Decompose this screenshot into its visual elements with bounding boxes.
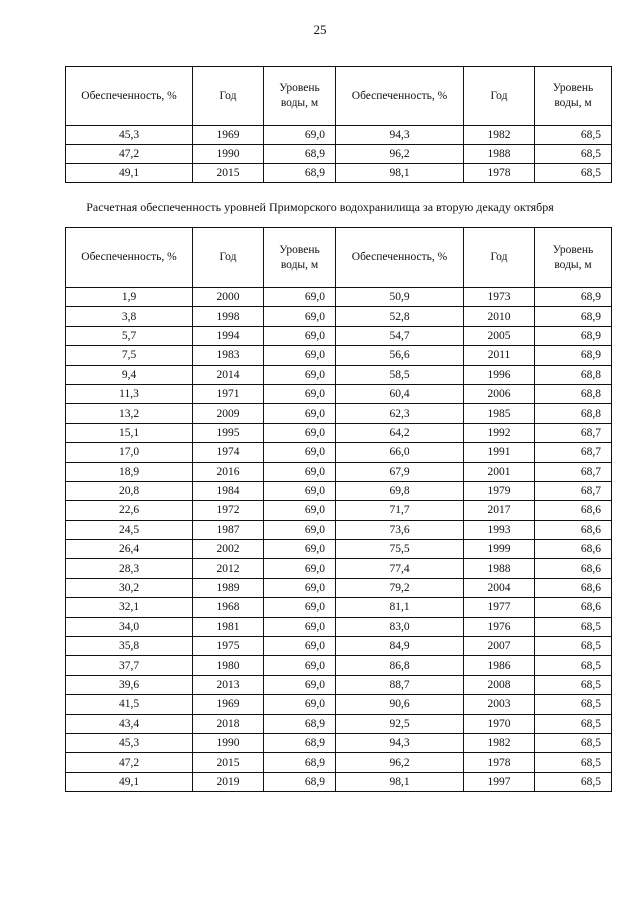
cell-water-level: 69,0 bbox=[264, 540, 336, 559]
cell-water-level: 68,5 bbox=[535, 733, 612, 752]
header-year: Год bbox=[464, 67, 535, 126]
cell-probability: 58,5 bbox=[336, 365, 464, 384]
cell-year: 2006 bbox=[464, 384, 535, 403]
cell-year: 1975 bbox=[193, 637, 264, 656]
cell-probability: 13,2 bbox=[66, 404, 193, 423]
cell-probability: 84,9 bbox=[336, 637, 464, 656]
table-row bbox=[66, 365, 612, 384]
cell-year: 1990 bbox=[193, 733, 264, 752]
cell-probability: 52,8 bbox=[336, 307, 464, 326]
table-row bbox=[66, 733, 612, 752]
cell-water-level: 68,5 bbox=[535, 675, 612, 694]
cell-water-level: 69,0 bbox=[264, 326, 336, 345]
cell-year: 1995 bbox=[193, 423, 264, 442]
table-row bbox=[66, 164, 612, 183]
header-water-level bbox=[264, 67, 336, 126]
table-row bbox=[66, 462, 612, 481]
cell-water-level: 68,5 bbox=[535, 637, 612, 656]
cell-probability: 71,7 bbox=[336, 501, 464, 520]
cell-year: 2011 bbox=[464, 346, 535, 365]
cell-probability: 96,2 bbox=[336, 145, 464, 164]
cell-water-level: 68,7 bbox=[535, 481, 612, 500]
cell-water-level: 68,9 bbox=[264, 753, 336, 772]
table-row bbox=[66, 501, 612, 520]
cell-probability: 20,8 bbox=[66, 481, 193, 500]
cell-probability: 83,0 bbox=[336, 617, 464, 636]
cell-probability: 9,4 bbox=[66, 365, 193, 384]
cell-probability: 11,3 bbox=[66, 384, 193, 403]
cell-year: 1988 bbox=[464, 559, 535, 578]
table-row bbox=[66, 753, 612, 772]
cell-probability: 60,4 bbox=[336, 384, 464, 403]
table-caption: Расчетная обеспеченность уровней Приморского водохранилища за вторую декаду октября bbox=[86, 200, 554, 214]
cell-year: 1997 bbox=[464, 772, 535, 791]
cell-year: 2010 bbox=[464, 307, 535, 326]
table-row bbox=[66, 656, 612, 675]
table-row bbox=[66, 481, 612, 500]
cell-water-level: 69,0 bbox=[264, 617, 336, 636]
cell-year: 2015 bbox=[193, 753, 264, 772]
table-row bbox=[66, 772, 612, 791]
cell-water-level: 69,0 bbox=[264, 404, 336, 423]
cell-probability: 17,0 bbox=[66, 443, 193, 462]
table-body bbox=[66, 288, 612, 792]
cell-probability: 64,2 bbox=[336, 423, 464, 442]
cell-probability: 47,2 bbox=[66, 753, 193, 772]
cell-water-level: 69,0 bbox=[264, 346, 336, 365]
header-level-line2: воды, м bbox=[554, 97, 592, 109]
header-level-line1: Уровень bbox=[279, 82, 320, 94]
table-row bbox=[66, 540, 612, 559]
cell-year: 2015 bbox=[193, 164, 264, 183]
cell-year: 1977 bbox=[464, 598, 535, 617]
probability-table-1 bbox=[65, 66, 612, 183]
cell-year: 2001 bbox=[464, 462, 535, 481]
cell-water-level: 68,9 bbox=[264, 714, 336, 733]
header-year: Год bbox=[193, 67, 264, 126]
cell-year: 2008 bbox=[464, 675, 535, 694]
cell-probability: 56,6 bbox=[336, 346, 464, 365]
cell-water-level: 68,9 bbox=[535, 326, 612, 345]
cell-year: 1998 bbox=[193, 307, 264, 326]
cell-year: 1969 bbox=[193, 126, 264, 145]
cell-probability: 32,1 bbox=[66, 598, 193, 617]
header-year: Год bbox=[193, 228, 264, 288]
cell-probability: 98,1 bbox=[336, 164, 464, 183]
cell-year: 2018 bbox=[193, 714, 264, 733]
cell-year: 1973 bbox=[464, 288, 535, 307]
cell-water-level: 69,0 bbox=[264, 423, 336, 442]
cell-water-level: 68,7 bbox=[535, 443, 612, 462]
cell-water-level: 68,5 bbox=[535, 145, 612, 164]
header-level-line2: воды, м bbox=[280, 258, 319, 271]
cell-probability: 81,1 bbox=[336, 598, 464, 617]
cell-probability: 49,1 bbox=[66, 772, 193, 791]
cell-probability: 98,1 bbox=[336, 772, 464, 791]
cell-probability: 39,6 bbox=[66, 675, 193, 694]
cell-probability: 90,6 bbox=[336, 695, 464, 714]
cell-water-level: 68,6 bbox=[535, 501, 612, 520]
cell-probability: 18,9 bbox=[66, 462, 193, 481]
cell-water-level: 69,0 bbox=[264, 365, 336, 384]
cell-water-level: 69,0 bbox=[264, 384, 336, 403]
cell-year: 1968 bbox=[193, 598, 264, 617]
cell-year: 1974 bbox=[193, 443, 264, 462]
cell-water-level: 69,0 bbox=[264, 695, 336, 714]
table-row bbox=[66, 675, 612, 694]
cell-probability: 66,0 bbox=[336, 443, 464, 462]
table-row bbox=[66, 288, 612, 307]
cell-probability: 50,9 bbox=[336, 288, 464, 307]
cell-water-level: 69,0 bbox=[264, 656, 336, 675]
cell-water-level: 69,0 bbox=[264, 126, 336, 145]
cell-water-level: 68,5 bbox=[535, 126, 612, 145]
cell-water-level: 69,0 bbox=[264, 462, 336, 481]
cell-year: 1986 bbox=[464, 656, 535, 675]
table-row bbox=[66, 520, 612, 539]
cell-year: 1987 bbox=[193, 520, 264, 539]
cell-probability: 75,5 bbox=[336, 540, 464, 559]
cell-water-level: 69,0 bbox=[264, 637, 336, 656]
cell-probability: 7,5 bbox=[66, 346, 193, 365]
cell-year: 1982 bbox=[464, 126, 535, 145]
cell-probability: 92,5 bbox=[336, 714, 464, 733]
cell-year: 1980 bbox=[193, 656, 264, 675]
cell-year: 1988 bbox=[464, 145, 535, 164]
cell-water-level: 68,7 bbox=[535, 423, 612, 442]
cell-year: 2004 bbox=[464, 578, 535, 597]
cell-year: 1983 bbox=[193, 346, 264, 365]
cell-year: 2012 bbox=[193, 559, 264, 578]
cell-probability: 43,4 bbox=[66, 714, 193, 733]
cell-year: 1985 bbox=[464, 404, 535, 423]
cell-year: 1990 bbox=[193, 145, 264, 164]
cell-water-level: 68,6 bbox=[535, 598, 612, 617]
cell-water-level: 68,9 bbox=[264, 733, 336, 752]
table-body bbox=[66, 126, 612, 183]
cell-year: 1978 bbox=[464, 164, 535, 183]
table-row bbox=[66, 346, 612, 365]
cell-year: 1992 bbox=[464, 423, 535, 442]
cell-year: 1996 bbox=[464, 365, 535, 384]
cell-water-level: 69,0 bbox=[264, 598, 336, 617]
cell-water-level: 69,0 bbox=[264, 288, 336, 307]
header-level-line1: Уровень bbox=[552, 82, 594, 94]
cell-year: 1970 bbox=[464, 714, 535, 733]
cell-water-level: 68,9 bbox=[264, 164, 336, 183]
cell-water-level: 69,0 bbox=[264, 501, 336, 520]
cell-year: 2007 bbox=[464, 637, 535, 656]
cell-water-level: 68,9 bbox=[264, 772, 336, 791]
table-row bbox=[66, 307, 612, 326]
cell-water-level: 68,8 bbox=[535, 365, 612, 384]
table-row bbox=[66, 384, 612, 403]
cell-water-level: 69,0 bbox=[264, 481, 336, 500]
table-row bbox=[66, 598, 612, 617]
cell-year: 1976 bbox=[464, 617, 535, 636]
table-row bbox=[66, 714, 612, 733]
cell-probability: 54,7 bbox=[336, 326, 464, 345]
header-level-line1: Уровень bbox=[279, 243, 320, 256]
cell-water-level: 68,9 bbox=[535, 346, 612, 365]
cell-probability: 35,8 bbox=[66, 637, 193, 656]
cell-probability: 37,7 bbox=[66, 656, 193, 675]
cell-probability: 73,6 bbox=[336, 520, 464, 539]
cell-probability: 24,5 bbox=[66, 520, 193, 539]
cell-year: 1979 bbox=[464, 481, 535, 500]
cell-probability: 3,8 bbox=[66, 307, 193, 326]
cell-probability: 5,7 bbox=[66, 326, 193, 345]
cell-year: 2005 bbox=[464, 326, 535, 345]
cell-probability: 41,5 bbox=[66, 695, 193, 714]
cell-water-level: 68,7 bbox=[535, 462, 612, 481]
cell-year: 1994 bbox=[193, 326, 264, 345]
cell-probability: 1,9 bbox=[66, 288, 193, 307]
cell-water-level: 69,0 bbox=[264, 520, 336, 539]
cell-year: 1971 bbox=[193, 384, 264, 403]
cell-probability: 88,7 bbox=[336, 675, 464, 694]
header-level-line1: Уровень bbox=[552, 243, 594, 256]
cell-water-level: 68,5 bbox=[535, 617, 612, 636]
cell-year: 1981 bbox=[193, 617, 264, 636]
cell-year: 2013 bbox=[193, 675, 264, 694]
cell-year: 2014 bbox=[193, 365, 264, 384]
cell-probability: 94,3 bbox=[336, 126, 464, 145]
header-water-level bbox=[535, 228, 612, 288]
cell-probability: 26,4 bbox=[66, 540, 193, 559]
cell-water-level: 68,9 bbox=[264, 145, 336, 164]
cell-year: 1978 bbox=[464, 753, 535, 772]
cell-probability: 49,1 bbox=[66, 164, 193, 183]
cell-water-level: 68,5 bbox=[535, 753, 612, 772]
cell-year: 2000 bbox=[193, 288, 264, 307]
cell-water-level: 68,9 bbox=[535, 307, 612, 326]
cell-year: 2003 bbox=[464, 695, 535, 714]
cell-year: 1982 bbox=[464, 733, 535, 752]
cell-water-level: 68,5 bbox=[535, 714, 612, 733]
table-row bbox=[66, 695, 612, 714]
header-probability: Обеспеченность, % bbox=[336, 228, 464, 288]
cell-water-level: 68,8 bbox=[535, 384, 612, 403]
cell-water-level: 68,5 bbox=[535, 772, 612, 791]
header-probability: Обеспеченность, % bbox=[336, 67, 464, 126]
cell-probability: 47,2 bbox=[66, 145, 193, 164]
table-row bbox=[66, 423, 612, 442]
cell-year: 1999 bbox=[464, 540, 535, 559]
cell-year: 1984 bbox=[193, 481, 264, 500]
table-row bbox=[66, 578, 612, 597]
cell-water-level: 68,6 bbox=[535, 520, 612, 539]
cell-water-level: 68,5 bbox=[535, 656, 612, 675]
cell-probability: 94,3 bbox=[336, 733, 464, 752]
table-row bbox=[66, 637, 612, 656]
header-probability: Обеспеченность, % bbox=[66, 67, 193, 126]
cell-water-level: 68,6 bbox=[535, 540, 612, 559]
cell-water-level: 69,0 bbox=[264, 559, 336, 578]
cell-year: 1989 bbox=[193, 578, 264, 597]
cell-year: 2002 bbox=[193, 540, 264, 559]
cell-probability: 96,2 bbox=[336, 753, 464, 772]
cell-probability: 86,8 bbox=[336, 656, 464, 675]
cell-year: 2019 bbox=[193, 772, 264, 791]
table-row bbox=[66, 443, 612, 462]
table-row bbox=[66, 559, 612, 578]
cell-probability: 30,2 bbox=[66, 578, 193, 597]
cell-probability: 45,3 bbox=[66, 733, 193, 752]
cell-probability: 69,8 bbox=[336, 481, 464, 500]
page-number: 25 bbox=[313, 22, 327, 37]
table-row bbox=[66, 326, 612, 345]
cell-water-level: 68,5 bbox=[535, 695, 612, 714]
cell-probability: 28,3 bbox=[66, 559, 193, 578]
cell-probability: 34,0 bbox=[66, 617, 193, 636]
header-level-line2: воды, м bbox=[554, 258, 592, 271]
header-water-level bbox=[264, 228, 336, 288]
cell-probability: 67,9 bbox=[336, 462, 464, 481]
cell-water-level: 69,0 bbox=[264, 307, 336, 326]
cell-water-level: 68,6 bbox=[535, 559, 612, 578]
cell-water-level: 69,0 bbox=[264, 578, 336, 597]
cell-year: 2016 bbox=[193, 462, 264, 481]
probability-table-2 bbox=[65, 227, 612, 792]
cell-water-level: 68,9 bbox=[535, 288, 612, 307]
cell-probability: 15,1 bbox=[66, 423, 193, 442]
cell-year: 2017 bbox=[464, 501, 535, 520]
header-year: Год bbox=[464, 228, 535, 288]
table-row bbox=[66, 145, 612, 164]
cell-water-level: 68,6 bbox=[535, 578, 612, 597]
cell-probability: 79,2 bbox=[336, 578, 464, 597]
cell-year: 1991 bbox=[464, 443, 535, 462]
cell-water-level: 69,0 bbox=[264, 443, 336, 462]
header-probability: Обеспеченность, % bbox=[66, 228, 193, 288]
cell-year: 1969 bbox=[193, 695, 264, 714]
table-row bbox=[66, 404, 612, 423]
cell-water-level: 68,8 bbox=[535, 404, 612, 423]
header-level-line2: воды, м bbox=[280, 97, 319, 109]
cell-year: 1993 bbox=[464, 520, 535, 539]
cell-probability: 62,3 bbox=[336, 404, 464, 423]
table-header-row bbox=[66, 67, 612, 126]
table-header-row bbox=[66, 228, 612, 288]
header-water-level bbox=[535, 67, 612, 126]
cell-water-level: 69,0 bbox=[264, 675, 336, 694]
cell-probability: 45,3 bbox=[66, 126, 193, 145]
table-row bbox=[66, 617, 612, 636]
cell-water-level: 68,5 bbox=[535, 164, 612, 183]
cell-probability: 22,6 bbox=[66, 501, 193, 520]
cell-probability: 77,4 bbox=[336, 559, 464, 578]
cell-year: 1972 bbox=[193, 501, 264, 520]
cell-year: 2009 bbox=[193, 404, 264, 423]
table-row bbox=[66, 126, 612, 145]
